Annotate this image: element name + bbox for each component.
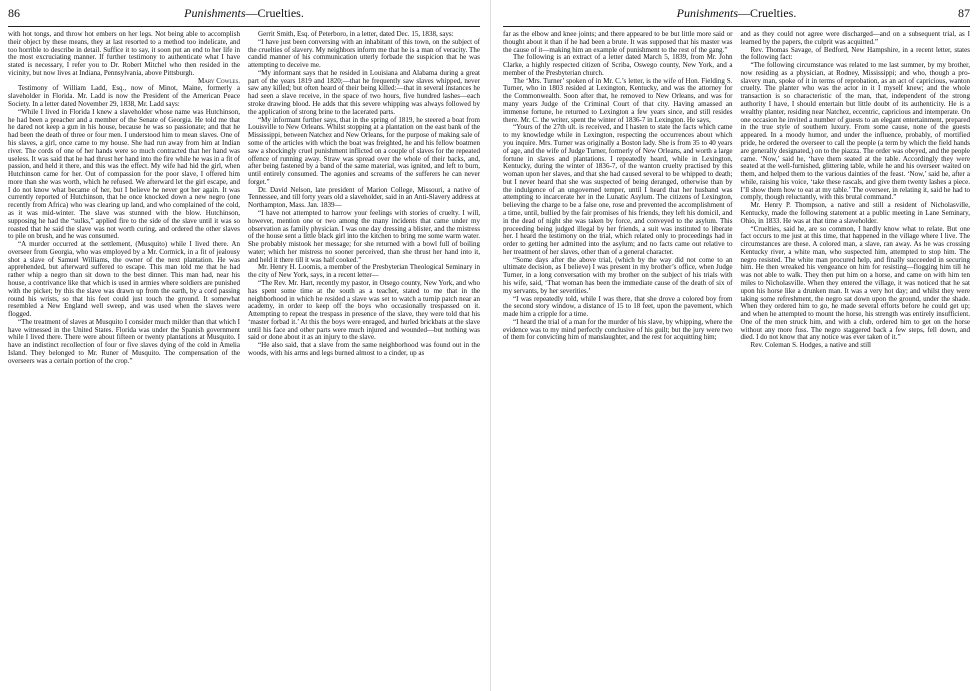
paragraph: with hot tongs, and throw hot embers on her legs. Not being able to accomplish their object by these means, they at last resorted to a method too indelicate, and too horrible to describe in detail. Suffice it to say, it soon put an end to her life in the most excruciating manner. If further testimony to authenticate what I have stated is necessary, I refer you to Dr. Robert Mitchel who then resided in the vicinity, but now lives at Indiana, Pennsylvania, above Pittsburgh. [8, 30, 240, 77]
paragraph: “I have just been conversing with an inhabitant of this town, on the subject of the cruelties of slavery. My neighbors inform me that he is a man of veracity. The candid manner of his communication utterly forbade the suspicion that he was attempting to deceive me. [248, 37, 480, 70]
text-columns [8, 31, 480, 366]
paragraph: “Cruelties, said he, are so common, I hardly know what to relate. But one fact occurs to me just at this time, that happened in the village where I live. The circumstances are these. A colored man, a slave, ran away. As he was crossing Kentucky river, a white man, who suspected him, attempted to stop him. The negro resisted. The white man procured help, and finally succeeded in securing him. He then wreaked his vengeance on him for resisting—flogging him till he was not able to walk. They then put him on a horse, and came on with him ten miles to Nicholasville. When they entered the village, it was noticed that he sat upon his horse like a drunken man. It was a very hot day; and whilst they were taking some refreshment, the negro sat down upon the ground, under the shade. When they ordered him to go, he made several efforts before he could get up; and when he attempted to mount the horse, his strength was entirely insufficient. One of the men struck him, and with a club, ordered him to get on the horse without any more fuss. The negro staggered back a few steps, fell down, and died. I do not know that any notice was ever taken of it.” [740, 224, 970, 342]
paragraph: Gerrit Smith, Esq. of Peterboro, in a letter, dated Dec. 15, 1838, says: [258, 30, 454, 38]
paragraph: “The following circumstance was related to me last summer, by my brother, now residing as a physician, at Rodney, Mississippi; and who, though a pro-slavery man, spoke of it in terms of reprobation, as an act of capricious, wanton cruelty. The planter who was the actor in it I myself knew; and the whole transaction is so characteristic of the man, that, independent of the strong authority I have, I should entertain but little doubt of its authenticity. He is a wealthy planter, residing near Natchez, eccentric, capricious and intemperate. On one occasion he invited a number of guests to an elegant entertainment, prepared in the true style of southern luxury. From some cause, none of the guests appeared. In a moody humor, and under the influence, probably, of mortified pride, he ordered the overseer to call the people (a term by which the field hands are generally designated,) on to the piazza. The order was obeyed, and the people came. ‘Now,’ said he, ‘have them seated at the table. Accordingly they were seated at the well-furnished, glittering table, while he and his overseer waited on them, and helped them to the various dainties of the feast. ‘Now,’ said he, after a while, raising his voice, ‘take these rascals, and give them twenty lashes a piece. I’ll show them how to eat at my table.’ The overseer, in relating it, said he had to comply, though reluctantly, with this brutal command.” [740, 61, 970, 202]
page-header [503, 6, 970, 24]
paragraph: Dr. David Nelson, late president of Marion College, Missouri, a native of Tennessee, and till forty years old a slaveholder, said in an Anti-Slavery address at Northampton, Mass. Jan. 1839— [248, 185, 480, 210]
paragraph: Rev. Coleman S. Hodges, a native and still [750, 341, 871, 350]
paragraph: “A murder occurred at the settlement, (Musquito) while I lived there. An overseer from Georgia, who was employed by a Mr. Cormick, in a fit of jealousy shot a slave of Samuel Williams, the owner of the next plantation. He was apprehended, but afterward suffered to escape. This man told me that he had rather whip a negro than sit down to the best dinner. This man had, near his house, a contrivance like that which is used in armies where soldiers are punished with the picket; by this the slave was drawn up from the earth, by a cord passing round his wrists, so that his feet could just touch the ground. It somewhat resembled a New England well sweep, and was used when the slaves were flogged. [8, 240, 240, 319]
running-title [68, 6, 420, 21]
running-title [563, 6, 910, 21]
running-title-main: Punishments [184, 6, 246, 20]
column-right [741, 31, 971, 350]
page-number: 87 [958, 6, 970, 20]
paragraph: “My informant further says, that in the spring of 1819, he steered a boat from Louisville to New Orleans. Whilst stopping at a plantation on the east bank of the Mississippi, between Natchez and New Orleans, for the purpose of making sale of some of the articles with which the boat was freighted, he and his fellow boatmen saw a shockingly cruel punishment inflicted on a couple of slaves for the repeated offence of running away. Straw was spread over the whole of their backs, and, after being fastened by a band of the same material, was ignited, and left to burn, until entirely consumed. The agonies and screams of the sufferers he can never forget.” [248, 115, 480, 186]
running-title-main: Punishments [676, 6, 738, 20]
page-header [8, 6, 480, 24]
column-right [248, 31, 480, 366]
paragraph: “Some days after the above trial, (which by the way did not come to an ultimate decision, as I believe) I was present in my brother’s office, when Judge Turner, in a long conversation with my brother on the subject of his trials with his wife, said, ‘That woman has been the immediate cause of the death of six of my servants, by her severities.’ [503, 255, 733, 295]
paragraph: “My informant says that he resided in Louisiana and Alabama during a great part of the years 1819 and 1820;—that he frequently saw slaves whipped, never saw any killed; but often heard of their being killed:—that in several instances he had seen a slave receive, in the space of two hours, five hundred lashes—each stroke drawing blood. He adds that this severe whipping was always followed by the application of strong brine to the lacerated parts. [248, 68, 480, 116]
paragraph: far as the elbow and knee joints; and there appeared to be but little more said or thought about it than if he had been a brute. It was supposed that his master was the cause of it—making him an example of punishment to the rest of the gang.” [503, 30, 733, 54]
paragraph: Rev. Thomas Savage, of Bedford, New Hampshire, in a recent letter, states the following fact: [740, 45, 970, 62]
signature: Mary Cowles. [198, 76, 240, 85]
paragraph: “I heard the trial of a man for the murder of his slave, by whipping, where the evidence was to my mind perfectly conclusive of his guilt; but the jury were two of them for convicting him of manslaughter, and the rest for acquitting him; [503, 317, 733, 342]
paragraph: The following is an extract of a letter dated March 5, 1839, from Mr. John Clarke, a highly respected citizen of Scriba, Oswego county, New York, and a member of the Presbyterian church. [503, 53, 733, 77]
paragraph: Testimony of William Ladd, Esq., now of Minot, Maine, formerly a slaveholder in Florida. Mr. Ladd is now the President of the American Peace Society. In a letter dated November 29, 1838, Mr. Ladd says: [8, 84, 240, 109]
running-title-rest: —Cruelties. [245, 6, 304, 20]
paragraph: and as they could not agree were discharged—and on a subsequent trial, as I learned by the papers, the culprit was acquitted.” [740, 30, 970, 46]
paragraph: Mr. Henry H. Loomis, a member of the Presbyterian Theological Seminary in the city of New York, says, in a recent letter— [248, 263, 480, 280]
paragraph: “While I lived in Florida I knew a slaveholder whose name was Hutchinson, he had been a preacher and a member of the Senate of Georgia. He told me that he dared not keep a gun in his house, because he was so passionate; and that he had been the death of three or four men. I understood him to mean slaves. One of his slaves, a girl, once came to my house. She had run away from him at Indian river. The cords of one of her hands were so much contracted that her hand was useless. It was said that he had thrust her hand into the fire while he was in a fit of passion, and held it there, and this was the effect. My wife had hid the girl, when Hutchinson came for her. Out of compassion for the poor slave, I offered him more than she was worth, which he refused. We afterward let the girl escape, and I do not know what became of her, but I believe he never got her again. It was currently reported of Hutchinson, that he once knocked down a new negro (one recently from Africa) who was clearing up land, and who complained of the cold, as it was mid-winter. The slave was stunned with the blow. Hutchinson, supposing he had the “sulks,” applied fire to the side of the slave until it was so roasted that he said the slave was not worth curing, and ordered the other slaves to pile on brush, and he was consumed. [8, 107, 240, 241]
page-number: 86 [8, 6, 20, 20]
header-rule [503, 26, 970, 27]
running-title-rest: —Cruelties. [738, 6, 797, 20]
paragraph: The ‘Mrs. Turner’ spoken of in Mr. C.’s letter, is the wife of Hon. Fielding S. Turner, who in 1803 resided at Lexington, Kentucky, and was the attorney for the Commonwealth. Soon after that, he removed to New Orleans, and was for many years Judge of the Criminal Court of that city. Having amassed an immense fortune, he returned to Lexington a few years since, and still resides there. Mr. C. the writer, spent the winter of 1836-7 in Lexington. He says, [503, 76, 733, 124]
paragraph: “The Rev. Mr. Hart, recently my pastor, in Otsego county, New York, and who has spent some time at the south as a teacher, stated to me that in the neighborhood in which he resided a slave was set to watch a turnip patch near an academy, in order to keep off the boys who occasionally trespassed on it. Attempting to repeat the trespass in presence of the slave, they were told that his ‘master forbad it.’ At this the boys were enraged, and hurled brickbats at the slave until his face and other parts were much injured and wounded—but nothing was said or done about it as an injury to the slave. [248, 279, 480, 342]
header-rule [8, 26, 480, 27]
paragraph: Mr. Henry P. Thompson, a native and still a resident of Nicholasville, Kentucky, made the following statement at a public meeting in Lane Seminary, Ohio, in 1833. He was at that time a slaveholder. [740, 201, 970, 225]
paragraph: “I was repeatedly told, while I was there, that she drove a colored boy from the second story window, a distance of 15 to 18 feet, upon the pavement, which made him a cripple for a time. [503, 294, 733, 319]
text-columns [503, 31, 970, 350]
column-left [8, 31, 240, 366]
paragraph: “Yours of the 27th ult. is received, and I hasten to state the facts which came to my knowledge while in Lexington, respecting the occurrences about which you inquire. Mrs. Turner was originally a Boston lady. She is from 35 to 40 years of age, and the wife of Judge Turner, formerly of New Orleans, and worth a large fortune in slaves and plantations. I repeatedly heard, while in Lexington, Kentucky, during the winter of 1836-7, of the wanton cruelty practised by this woman upon her slaves, and that she had caused several to be whipped to death; but I never heard that she was suspected of being deranged, otherwise than by the indulgence of an ungoverned temper, until I heard that her husband was attempting to incarcerate her in the Lunatic Asylum. The citizens of Lexington, believing the charge to be a false one, rose and prevented the accomplishment of a time, until, bullied by the fair promises of his friends, they left his domicil, and in the dead of night she was taken by force, and conveyed to the asylum. This proceeding being judged illegal by her friends, a suit was instituted to liberate her. I heard the testimony on the trial, which related only to proceedings had in order to getting her admitted into the asylum; and no facts came out relative to her treatment of her slaves, other than of a general character. [503, 123, 733, 256]
column-left [503, 31, 733, 350]
paragraph: “He also said, that a slave from the same neighborhood was found out in the woods, with his arms and legs burned almost to a cinder, up as [248, 341, 480, 358]
paragraph: “I have not attempted to harrow your feelings with stories of cruelty. I will, however, mention one or two among the many incidents that came under my observation as family physician. I was one day dressing a blister, and the mistress of the house sent a little black girl into the kitchen to bring me some warm water. She probably mistook her message; for she returned with a bowl full of boiling water; which her mistress no sooner perceived, than she thrust her hand into it, and held it there till it was half cooked.” [248, 208, 480, 264]
right-page [490, 0, 980, 691]
paragraph: “The treatment of slaves at Musquito I consider much milder than that which I have witnessed in the United States. Florida was under the Spanish government while I lived there. There were about fifteen or twenty plantations at Musquito. I have an indistinct recollection of four or five slaves dying of the cold in Amelia Island. They belonged to Mr. Runer of Musquito. The compensation of the overseers was a certain portion of the crop.” [8, 317, 240, 365]
